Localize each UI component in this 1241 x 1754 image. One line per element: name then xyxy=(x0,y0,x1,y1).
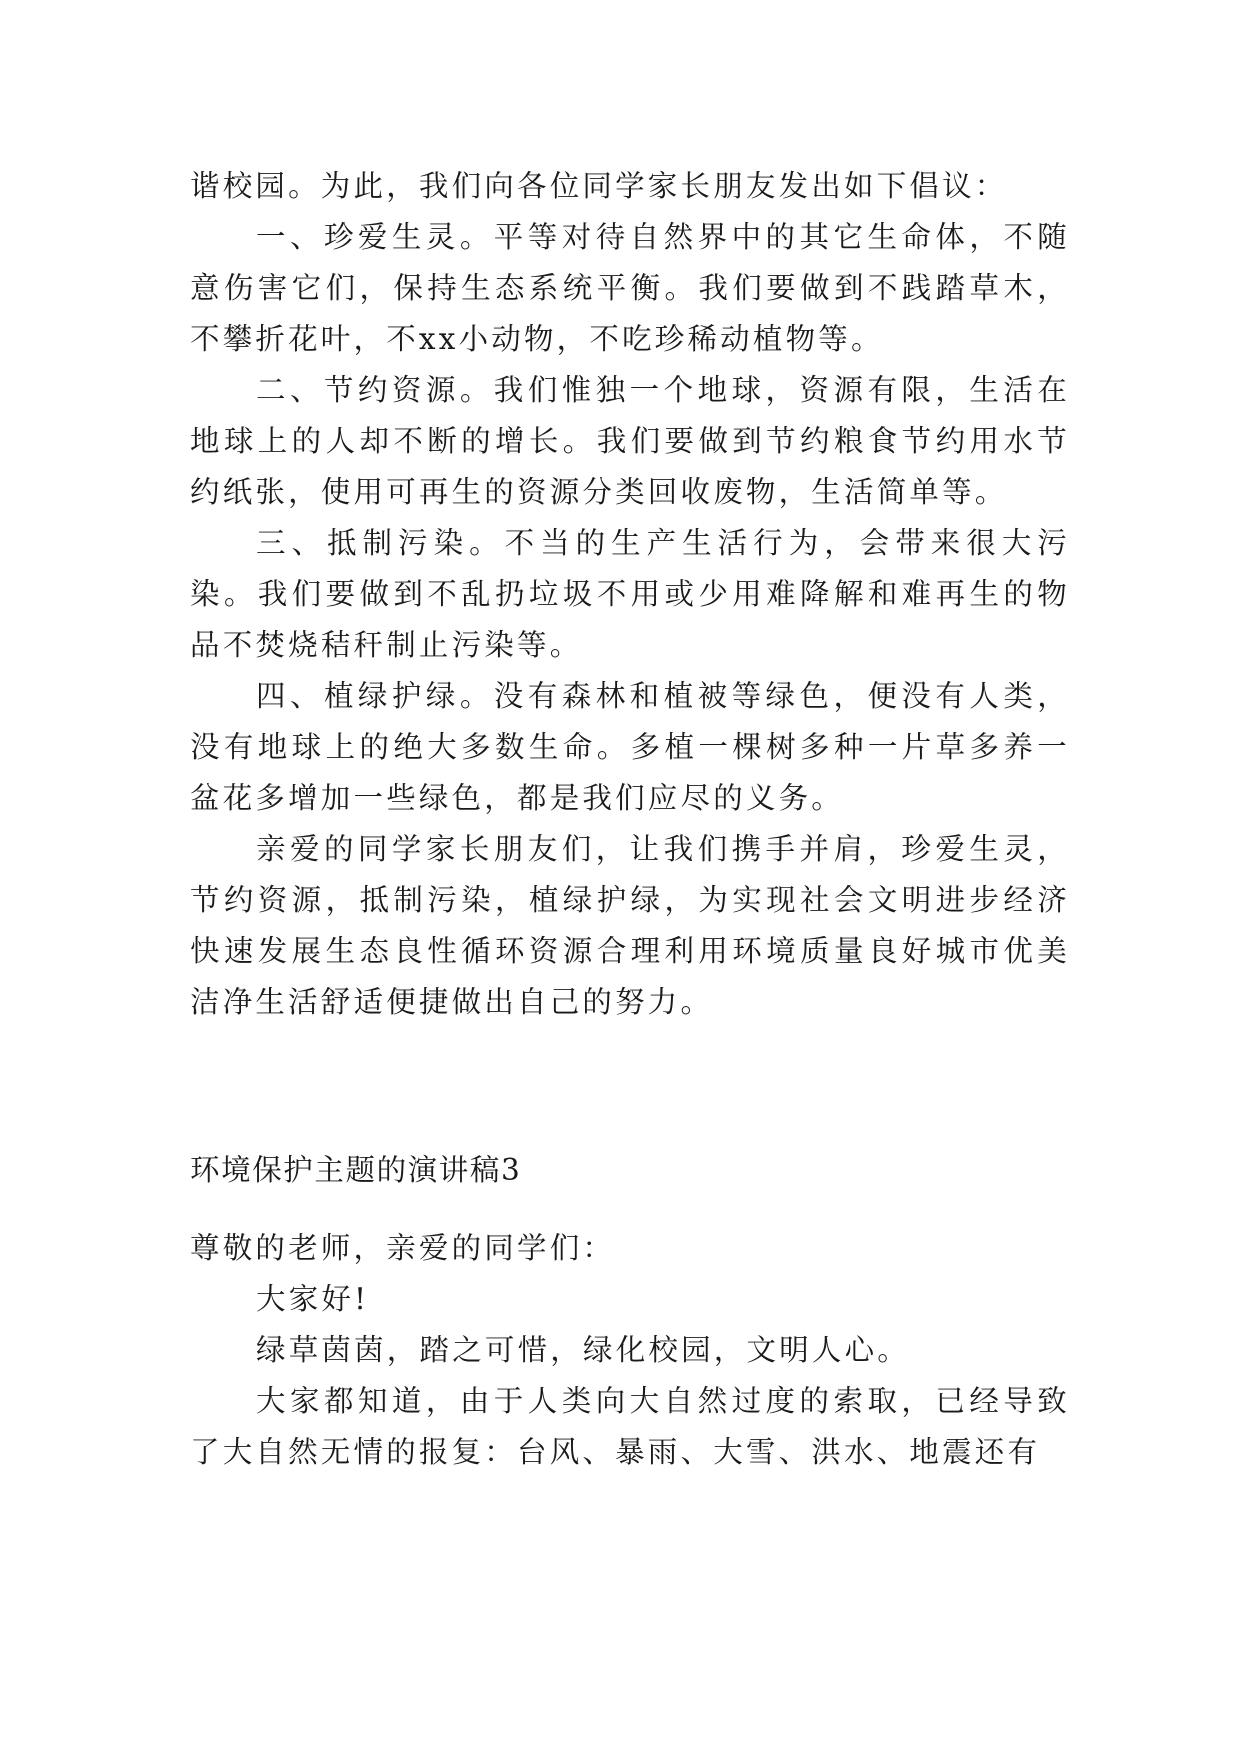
section-title: 环境保护主题的演讲稿3 xyxy=(190,1153,522,1187)
paragraph-speech-body: 大家都知道，由于人类向大自然过度的索取，已经导致了大自然无情的报复：台风、暴雨、大雪、洪水、地震还有 xyxy=(190,1384,1070,1469)
paragraph-salutation: 尊敬的老师，亲爱的同学们： xyxy=(190,1231,616,1265)
paragraph-proposal-4: 四、植绿护绿。没有森林和植被等绿色，便没有人类，没有地球上的绝大多数生命。多植一棵树多种一片草多养一盆花多增加一些绿色，都是我们应尽的义务。 xyxy=(190,679,1070,815)
proposal-body xyxy=(190,161,1070,1028)
paragraph-closing: 亲爱的同学家长朋友们，让我们携手并肩，珍爱生灵，节约资源，抵制污染，植绿护绿，为实现社会文明进步经济快速发展生态良性循环资源合理利用环境质量良好城市优美洁净生活舒适便捷做出自己的努力。 xyxy=(190,832,1070,1019)
paragraph-greeting: 大家好! xyxy=(256,1282,370,1316)
paragraph-proposal-2: 二、节约资源。我们惟独一个地球，资源有限，生活在地球上的人却不断的增长。我们要做到节约粮食节约用水节约纸张，使用可再生的资源分类回收废物，生活简单等。 xyxy=(190,373,1070,509)
paragraph-proposal-1: 一、珍爱生灵。平等对待自然界中的其它生命体，不随意伤害它们，保持生态系统平衡。我们要做到不践踏草木，不攀折花叶，不xx小动物，不吃珍稀动植物等。 xyxy=(190,220,1070,356)
paragraph-intro-tail: 谐校园。为此，我们向各位同学家长朋友发出如下倡议： xyxy=(190,169,1008,203)
paragraph-slogan: 绿草茵茵，踏之可惜，绿化校园，文明人心。 xyxy=(256,1333,911,1367)
paragraph-proposal-3: 三、抵制污染。不当的生产生活行为，会带来很大污染。我们要做到不乱扔垃圾不用或少用难降解和难再生的物品不焚烧秸秆制止污染等。 xyxy=(190,526,1070,662)
speech-body xyxy=(190,1223,1070,1478)
